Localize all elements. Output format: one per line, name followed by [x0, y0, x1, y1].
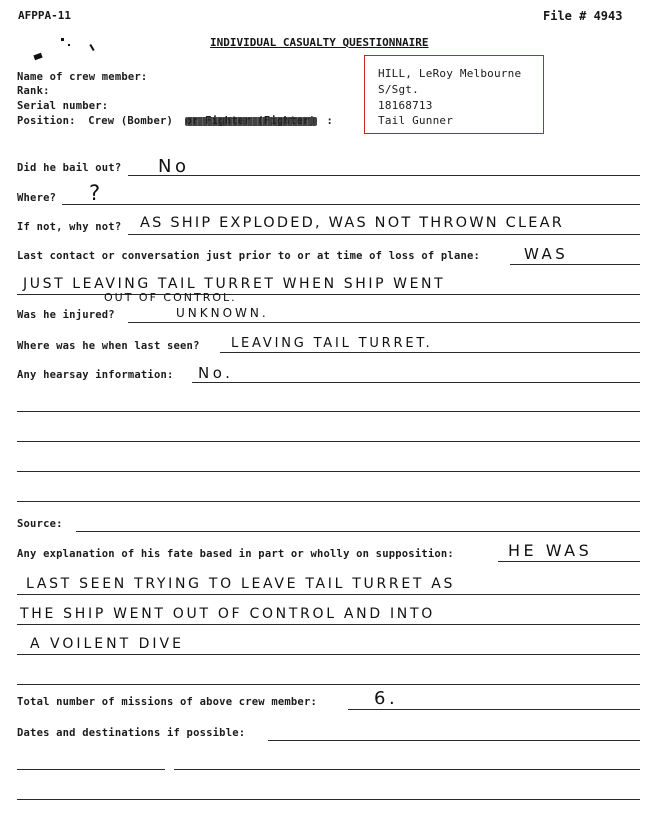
- explanation-answer-2: LAST SEEN TRYING TO LEAVE TAIL TURRET AS: [26, 576, 456, 592]
- hearsay-answer: No.: [198, 364, 234, 382]
- explanation-answer-line-1: [498, 561, 640, 562]
- explanation-answer-line-4: [17, 654, 640, 655]
- serial-label: Serial number:: [17, 100, 109, 112]
- strikeout-overtype: [185, 117, 317, 126]
- if-not-answer: AS SHIP EXPLODED, WAS NOT THROWN CLEAR: [140, 215, 564, 231]
- name-label: Name of crew member:: [17, 71, 148, 83]
- source-answer-line: [76, 531, 640, 532]
- position-option-bomber: Crew (Bomber): [88, 115, 174, 127]
- ink-mark: [33, 53, 42, 60]
- last-seen-label: Where was he when last seen?: [17, 340, 200, 352]
- explanation-answer-line-2: [17, 594, 640, 595]
- hearsay-label: Any hearsay information:: [17, 369, 174, 381]
- missions-answer: 6.: [374, 688, 399, 709]
- if-not-answer-line: [128, 234, 640, 235]
- dates-answer-line: [268, 740, 640, 741]
- source-label: Source:: [17, 518, 63, 530]
- dates-blank-line: [17, 799, 640, 800]
- last-seen-answer: LEAVING TAIL TURRET.: [231, 336, 433, 351]
- explanation-answer-line-3: [17, 624, 640, 625]
- last-contact-answer-1: WAS: [524, 245, 569, 263]
- rank-value: S/Sgt.: [378, 83, 419, 96]
- form-title: INDIVIDUAL CASUALTY QUESTIONNAIRE: [210, 36, 429, 49]
- explanation-answer-4: A VOILENT DIVE: [30, 636, 184, 652]
- if-not-label: If not, why not?: [17, 221, 122, 233]
- ink-dot: [68, 44, 70, 46]
- dates-blank-line: [17, 769, 165, 770]
- last-contact-answer-3: OUT OF CONTROL.: [104, 291, 237, 304]
- rank-label: Rank:: [17, 85, 50, 97]
- last-contact-label: Last contact or conversation just prior to or at time of loss of plane:: [17, 250, 481, 262]
- last-contact-answer-line-1: [510, 264, 640, 265]
- position-option-struck: [186, 115, 316, 127]
- hearsay-blank-line: [17, 501, 640, 502]
- name-value: HILL, LeRoy Melbourne: [378, 67, 522, 80]
- hearsay-blank-line: [17, 411, 640, 412]
- injured-answer: UNKNOWN.: [176, 306, 269, 320]
- bail-out-label: Did he bail out?: [17, 162, 122, 174]
- explanation-answer-3: THE SHIP WENT OUT OF CONTROL AND INTO: [20, 606, 435, 622]
- where-label: Where?: [17, 192, 57, 204]
- hearsay-blank-line: [17, 471, 640, 472]
- position-value: Tail Gunner: [378, 114, 454, 127]
- explanation-blank-line: [17, 684, 640, 685]
- position-colon: :: [326, 115, 334, 127]
- last-contact-answer-2: JUST LEAVING TAIL TURRET WHEN SHIP WENT: [23, 276, 446, 292]
- last-seen-answer-line: [220, 352, 640, 353]
- dates-label: Dates and destinations if possible:: [17, 727, 246, 739]
- serial-value: 18168713: [378, 99, 433, 112]
- file-number: File # 4943: [543, 9, 623, 23]
- hearsay-blank-line: [17, 441, 640, 442]
- bail-out-answer: No: [158, 156, 190, 177]
- hearsay-answer-line: [192, 382, 640, 383]
- where-answer: ?: [89, 181, 104, 205]
- explanation-label: Any explanation of his fate based in part or wholly on supposition:: [17, 548, 454, 560]
- form-id: AFPPA-11: [18, 9, 71, 22]
- dates-blank-line: [174, 769, 640, 770]
- bail-out-answer-line: [128, 175, 640, 176]
- position-label-row: [17, 115, 333, 127]
- ink-dot: [61, 38, 64, 41]
- ink-mark: [89, 44, 94, 51]
- where-answer-line: [62, 204, 640, 205]
- injured-answer-line: [128, 322, 640, 323]
- explanation-answer-1: HE WAS: [508, 541, 593, 560]
- position-label: Position:: [17, 115, 76, 127]
- missions-label: Total number of missions of above crew member:: [17, 696, 317, 708]
- missions-answer-line: [348, 709, 640, 710]
- injured-label: Was he injured?: [17, 309, 115, 321]
